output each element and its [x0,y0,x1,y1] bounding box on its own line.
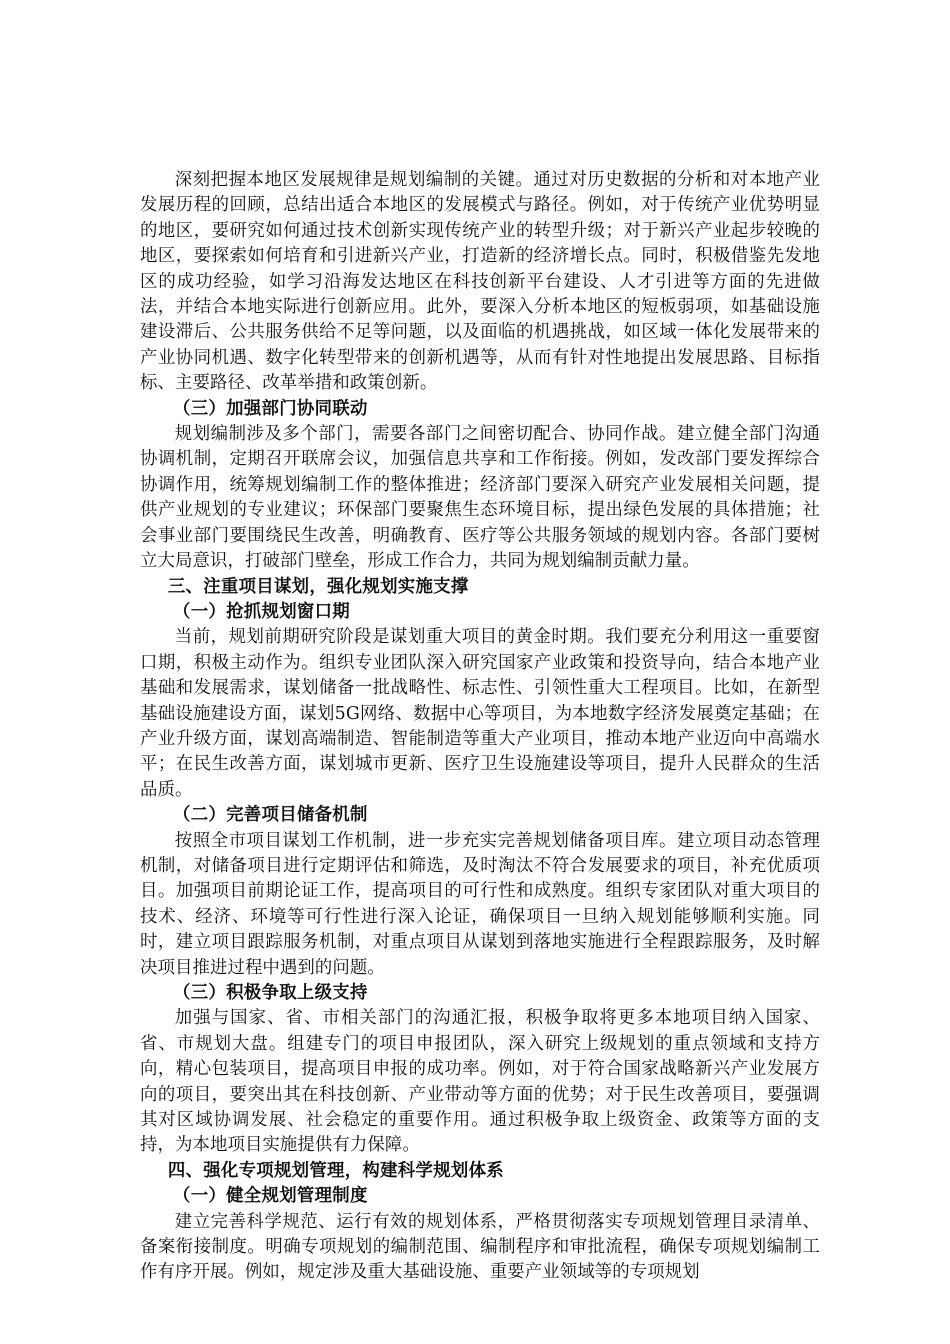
section-heading-special-planning: 四、强化专项规划管理，构建科学规划体系 [167,1160,504,1181]
paragraph-development-law: 深刻把握本地区发展规律是规划编制的关键。通过对历史数据的分析和对本地产业发展历程的回顾，总结出适合本地区的发展模式与路径。例如，对于传统产业优势明显的地区，要研究如何通过技术创新实现传统产业的转型升级；对于新兴产业起步较晚的地区，要探索如何培育和引进新兴产业，打造新的经济增长点。同时，积极借鉴先发地区的成功经验，如学习沿海发达地区在科技创新平台建设、人才引进等方面的先进做法，并结合本地实际进行创新应用。此外，要深入分析本地区的短板弱项，如基础设施建设滞后、公共服务供给不足等问题，以及面临的机遇挑战，如区域一体化发展带来的产业协同机遇、数字化转型带来的创新机遇等，从而有针对性地提出发展思路、目标指标、主要路径、改革举措和政策创新。 [140,170,820,394]
paragraph-planning-window: 当前，规划前期研究阶段是谋划重大项目的黄金时期。我们要充分利用这一重要窗口期，积极主动作为。组织专业团队深入研究国家产业政策和投资导向，结合本地产业基础和发展需求，谋划储备一批战略性、标志性、引领性重大工程项目。比如，在新型基础设施建设方面，谋划5G网络、数据中心等项目，为本地数字经济发展奠定基础；在产业升级方面，谋划高端制造、智能制造等重大产业项目，推动本地产业迈向中高端水平；在民生改善方面，谋划城市更新、医疗卫生设施建设等项目，提升人民群众的生活品质。 [140,627,820,800]
subheading-superior-support: （三）积极争取上级支持 [173,983,368,1003]
subheading-management-system: （一）健全规划管理制度 [173,1186,368,1207]
subheading-department-coordination: （三）加强部门协同联动 [173,398,368,419]
subheading-project-reserve: （二）完善项目储备机制 [173,805,368,826]
document-page [140,168,820,1286]
subheading-planning-window: （一）抢抓规划窗口期 [173,601,350,622]
section-heading-project-planning: 三、注重项目谋划，强化规划实施支撑 [167,576,469,597]
paragraph-superior-support: 加强与国家、省、市相关部门的沟通汇报，积极争取将更多本地项目纳入国家、省、市规划大盘。组建专门的项目申报团队，深入研究上级规划的重点领域和支持方向，精心包装项目，提高项目申报的成功率。例如，对于符合国家战略新兴产业发展方向的项目，要突出其在科技创新、产业带动等方面的优势；对于民生改善项目，要强调其对区域协调发展、社会稳定的重要作用。通过积极争取上级资金、政策等方面的支持，为本地项目实施提供有力保障。 [140,1008,820,1156]
paragraph-department-coordination: 规划编制涉及多个部门，需要各部门之间密切配合、协同作战。建立健全部门沟通协调机制，定期召开联席会议，加强信息共享和工作衔接。例如，发改部门要发挥综合协调作用，统筹规划编制工作的整体推进；经济部门要深入研究产业发展相关问题，提供产业规划的专业建议；环保部门要聚焦生态环境目标，提出绿色发展的具体措施；社会事业部门要围绕民生改善，明确教育、医疗等公共服务领域的规划内容。各部门要树立大局意识，打破部门壁垒，形成工作合力，共同为规划编制贡献力量。 [140,424,820,572]
paragraph-project-reserve: 按照全市项目谋划工作机制，进一步充实完善规划储备项目库。建立项目动态管理机制，对储备项目进行定期评估和筛选，及时淘汰不符合发展要求的项目，补充优质项目。加强项目前期论证工作，提高项目的可行性和成熟度。组织专家团队对重大项目的技术、经济、环境等可行性进行深入论证，确保项目一旦纳入规划能够顺利实施。同时，建立项目跟踪服务机制，对重点项目从谋划到落地实施进行全程跟踪服务，及时解决项目推进过程中遇到的问题。 [140,830,820,978]
paragraph-management-system: 建立完善科学规范、运行有效的规划体系，严格贯彻落实专项规划管理目录清单、备案衔接制度。明确专项规划的编制范围、编制程序和审批流程，确保专项规划编制工作有序开展。例如，规定涉及重大基础设施、重要产业领域等的专项规划 [140,1211,820,1283]
